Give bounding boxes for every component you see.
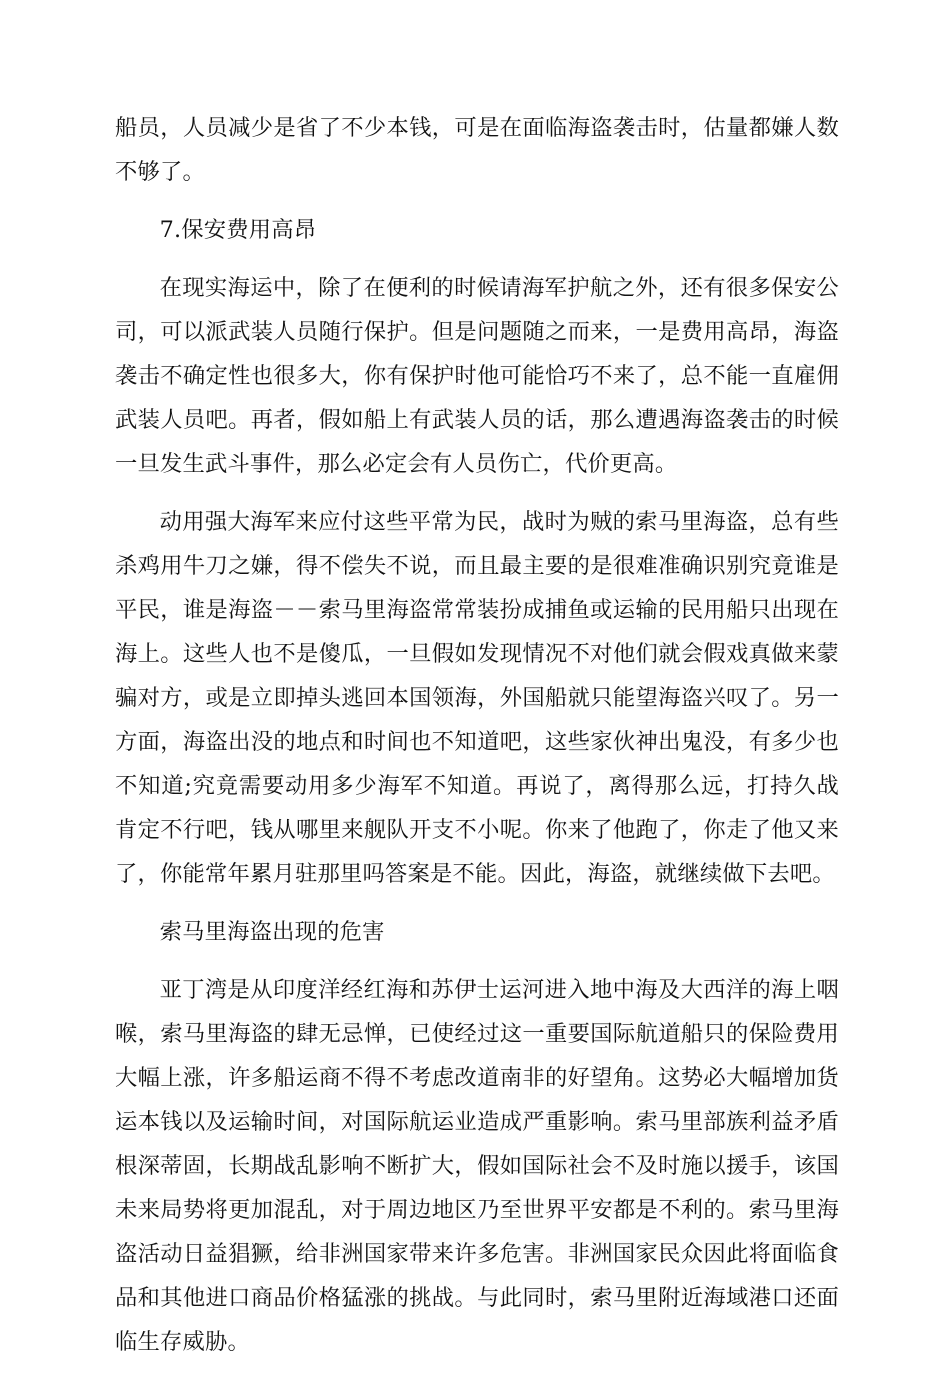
document-body xyxy=(115,106,839,1378)
section-heading-piracy-harm: 索马里海盗出现的危害 xyxy=(159,919,385,945)
paragraph-naval-response: 动用强大海军来应付这些平常为民，战时为贼的索马里海盗，总有些杀鸡用牛刀之嫌，得不偿失不说，而且最主要的是很难准确识别究竟谁是平民，谁是海盗－－索马里海盗常常装扮成捕鱼或运输的民用船只出现在海上。这些人也不是傻瓜，一旦假如发现情况不对他们就会假戏真做来蒙骗对方，或是立即掉头逃回本国领海，外国船就只能望海盗兴叹了。另一方面，海盗出没的地点和时间也不知道吧，这些家伙神出鬼没，有多少也不知道;究竟需要动用多少海军不知道。再说了，离得那么远，打持久战肯定不行吧，钱从哪里来舰队开支不小呢。你来了他跑了，你走了他又来了，你能常年累月驻那里吗答案是不能。因此，海盗，就继续做下去吧。 xyxy=(115,509,839,887)
paragraph-gulf-of-aden-impact: 亚丁湾是从印度洋经红海和苏伊士运河进入地中海及大西洋的海上咽喉，索马里海盗的肆无忌惮，已使经过这一重要国际航道船只的保险费用大幅上涨，许多船运商不得不考虑改道南非的好望角。这势必大幅增加货运本钱以及运输时间，对国际航运业造成严重影响。索马里部族利益矛盾根深蒂固，长期战乱影响不断扩大，假如国际社会不及时施以援手，该国未来局势将更加混乱，对于周边地区乃至世界平安都是不利的。索马里海盗活动日益猖獗，给非洲国家带来许多危害。非洲国家民众因此将面临食品和其他进口商品价格猛涨的挑战。与此同时，索马里附近海域港口还面临生存威胁。 xyxy=(115,977,839,1355)
paragraph-armed-guards: 在现实海运中，除了在便利的时候请海军护航之外，还有很多保安公司，可以派武装人员随行保护。但是问题随之而来，一是费用高昂，海盗袭击不确定性也很多大，你有保护时他可能恰巧不来了，总不能一直雇佣武装人员吧。再者，假如船上有武装人员的话，那么遭遇海盗袭击的时候一旦发生武斗事件，那么必定会有人员伤亡，代价更高。 xyxy=(115,275,839,477)
section-heading-security-costs: 7.保安费用高昂 xyxy=(159,217,317,243)
paragraph-crew-continuation: 船员，人员减少是省了不少本钱，可是在面临海盗袭击时，估量都嫌人数不够了。 xyxy=(115,115,839,185)
